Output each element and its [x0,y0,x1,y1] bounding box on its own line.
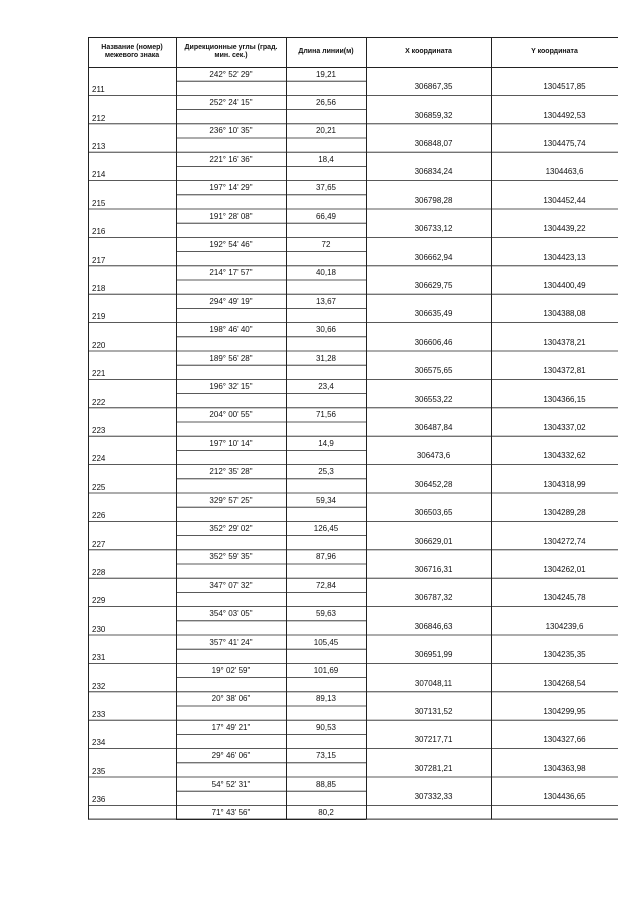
y-coordinate: 1304332,62 [543,451,586,461]
direction-angle: 352° 59' 35" [209,552,253,562]
x-coordinate: 306635,49 [414,309,453,319]
direction-angle: 19° 02' 59" [211,665,251,675]
direction-angle: 196° 32' 15" [209,381,253,391]
boundary-mark-name: 225 [92,482,106,492]
y-coordinate: 1304299,95 [543,707,586,716]
line-length: 89,13 [315,694,337,704]
y-coordinate: 1304262,01 [543,565,586,574]
line-length: 87,96 [315,552,337,562]
y-coordinate: 1304318,99 [543,479,586,489]
y-coordinate: 1304388,08 [543,309,586,319]
direction-angle: 357° 41' 24" [209,637,253,647]
y-coordinate: 1304423,13 [543,252,586,262]
x-coordinate: 306798,28 [414,195,453,205]
y-coordinate: 1304400,49 [543,281,586,290]
header-length: Длина линии(м) [298,47,354,55]
y-coordinate: 1304289,28 [543,508,586,518]
x-coordinate: 306834,24 [414,167,453,177]
boundary-mark-name: 226 [92,511,106,521]
line-length: 23,4 [318,381,334,391]
direction-angle: 71° 43' 56" [211,807,251,817]
header-y: Y координата [531,47,578,55]
x-coordinate: 307332,33 [414,792,453,802]
y-coordinate: 1304436,65 [543,792,586,802]
line-length: 72 [321,239,331,249]
y-coordinate: 1304475,74 [543,139,586,148]
line-length: 31,28 [315,353,337,363]
direction-angle: 189° 56' 28" [209,353,253,363]
direction-angle: 197° 14' 29" [209,183,253,193]
direction-angle: 29° 46' 06" [211,751,251,761]
boundary-mark-name: 230 [92,624,106,634]
boundary-mark-name: 231 [92,653,106,663]
line-length: 20,21 [315,126,337,136]
x-coordinate: 306662,94 [414,252,453,262]
boundary-mark-name: 228 [92,568,106,577]
y-coordinate: 1304268,54 [543,678,586,688]
boundary-mark-name: 218 [92,284,106,293]
x-coordinate: 307048,11 [414,678,453,688]
line-length: 71,56 [315,410,337,420]
x-coordinate: 306473,6 [416,451,451,461]
header-x: X координата [405,47,452,55]
boundary-mark-name: 232 [92,681,106,691]
direction-angle: 204° 00' 55" [209,410,253,420]
line-length: 72,84 [315,580,337,590]
line-length: 37,65 [315,183,337,193]
boundary-mark-name: 211 [92,85,105,95]
x-coordinate: 306575,65 [414,366,453,376]
line-length: 25,3 [318,467,334,477]
direction-angle: 198° 46' 40" [209,325,253,335]
x-coordinate: 306867,35 [414,82,453,92]
x-coordinate: 306452,28 [414,479,453,489]
x-coordinate: 306553,22 [414,394,453,404]
boundary-mark-name: 217 [92,255,106,265]
boundary-mark-name: 215 [92,198,106,208]
x-coordinate: 306629,75 [414,281,453,290]
y-coordinate: 1304337,02 [543,423,586,432]
line-length: 26,56 [315,97,337,107]
y-coordinate: 1304517,85 [543,82,586,92]
boundary-mark-name: 235 [92,766,106,776]
x-coordinate: 306503,65 [414,508,453,518]
y-coordinate: 1304366,15 [543,394,586,404]
y-coordinate: 1304327,66 [543,735,586,745]
direction-angle: 294° 49' 19" [209,296,253,306]
y-coordinate: 1304372,81 [543,366,586,376]
x-coordinate: 306951,99 [414,650,453,660]
y-coordinate: 1304239,6 [545,621,584,631]
y-coordinate: 1304272,74 [543,536,586,546]
line-length: 30,66 [315,325,337,335]
boundary-mark-name: 234 [92,738,106,748]
y-coordinate: 1304439,22 [543,224,586,234]
direction-angle: 192° 54' 46" [209,239,253,249]
x-coordinate: 307281,21 [414,763,453,773]
line-length: 126,45 [313,523,339,533]
line-length: 105,45 [313,637,339,647]
boundary-mark-name: 220 [92,340,106,350]
boundary-mark-name: 221 [92,369,106,379]
direction-angle: 17° 49' 21" [211,722,251,732]
y-coordinate: 1304245,78 [543,593,586,603]
boundary-mark-name: 224 [92,454,106,464]
direction-angle: 354° 03' 05" [209,609,253,619]
x-coordinate: 306859,32 [414,110,453,120]
line-length: 73,15 [315,751,337,761]
boundary-mark-name: 236 [92,795,106,805]
x-coordinate: 306606,46 [414,337,453,347]
x-coordinate: 306848,07 [414,139,453,148]
x-coordinate: 306733,12 [414,224,453,234]
line-length: 40,18 [315,268,337,278]
header-angle: Дирекционные углы (град. мин. сек.) [184,43,278,59]
y-coordinate: 1304378,21 [543,337,586,347]
boundary-mark-name: 213 [92,142,106,151]
line-length: 18,4 [318,154,334,164]
line-length: 80,2 [318,807,334,817]
line-length: 19,21 [315,69,337,79]
boundary-mark-name: 229 [92,596,106,606]
y-coordinate: 1304463,6 [545,167,584,177]
x-coordinate: 306846,63 [414,621,453,631]
boundary-mark-name: 223 [92,426,106,435]
x-coordinate: 307131,52 [414,707,453,716]
x-coordinate: 306716,31 [414,565,453,574]
direction-angle: 191° 28' 08" [209,211,253,221]
line-length: 59,34 [315,495,337,505]
y-coordinate: 1304452,44 [543,195,586,205]
direction-angle: 242° 52' 29" [209,69,253,79]
line-length: 101,69 [313,665,339,675]
y-coordinate: 1304492,53 [543,110,586,120]
line-length: 59,63 [315,609,337,619]
boundary-mark-name: 227 [92,539,106,549]
boundary-mark-name: 222 [92,397,106,407]
line-length: 14,9 [318,438,334,448]
direction-angle: 329° 57' 25" [209,495,253,505]
boundary-mark-name: 219 [92,312,106,322]
direction-angle: 252° 24' 15" [209,97,253,107]
y-coordinate: 1304235,35 [543,650,586,660]
boundary-mark-name: 212 [92,113,106,123]
line-length: 66,49 [315,211,337,221]
direction-angle: 54° 52' 31" [211,779,251,789]
direction-angle: 214° 17' 57" [209,268,253,278]
direction-angle: 197° 10' 14" [209,438,253,448]
direction-angle: 221° 16' 36" [209,154,253,164]
boundary-mark-name: 216 [92,227,106,237]
header-name: Название (номер) межевого знака [101,43,163,59]
line-length: 88,85 [315,779,337,789]
line-length: 13,67 [315,296,337,306]
direction-angle: 352° 29' 02" [209,523,253,533]
direction-angle: 347° 07' 32" [209,580,253,590]
direction-angle: 20° 38' 06" [211,694,251,704]
x-coordinate: 306787,32 [414,593,453,603]
direction-angle: 236° 10' 35" [209,126,253,136]
x-coordinate: 307217,71 [414,735,453,745]
y-coordinate: 1304363,98 [543,763,586,773]
line-length: 90,53 [315,722,337,732]
x-coordinate: 306487,84 [414,423,453,432]
coordinates-table [88,37,618,826]
x-coordinate: 306629,01 [414,536,453,546]
boundary-mark-name: 233 [92,710,106,719]
direction-angle: 212° 35' 28" [209,467,253,477]
boundary-mark-name: 214 [92,170,106,180]
